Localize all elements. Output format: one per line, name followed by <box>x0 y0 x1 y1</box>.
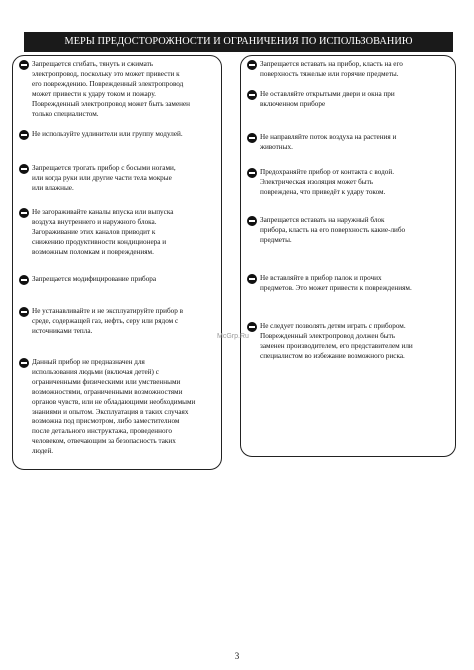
prohibition-icon <box>19 60 29 70</box>
prohibition-icon <box>247 133 257 143</box>
page-number: 3 <box>234 651 240 661</box>
prohibition-icon <box>19 208 29 218</box>
prohibition-icon <box>247 274 257 284</box>
watermark: McGrp.Ru <box>217 333 249 340</box>
prohibition-icon <box>247 168 257 178</box>
precaution-item: Запрещается сгибать, тянуть и сжимать электропровод, поскольку это может привести к его повреждению. Поврежденный электропровод может привести к удару током и пожару. Поврежденный электропровод может быть заменен только специалистом. <box>19 60 219 119</box>
precaution-item: Предохраняйте прибор от контакта с водой. Электрическая изоляция может быть повреждена, что приведёт к удару током. <box>247 168 452 198</box>
page-title: МЕРЫ ПРЕДОСТОРОЖНОСТИ И ОГРАНИЧЕНИЯ ПО ИСПОЛЬЗОВАНИЮ <box>24 32 453 52</box>
prohibition-icon <box>19 275 29 285</box>
right-precautions-column <box>240 55 456 457</box>
precaution-item: Не следует позволять детям играть с прибором. Поврежденный электропровод должен быть заменен производителем, его представителем или специалистом во избежание возможного риска. <box>247 322 452 362</box>
precaution-item: Не направляйте поток воздуха на растения и животных. <box>247 133 452 153</box>
precaution-item: Запрещается вставать на наружный блок прибора, класть на его поверхность какие-либо предметы. <box>247 216 452 246</box>
prohibition-icon <box>19 130 29 140</box>
prohibition-icon <box>247 216 257 226</box>
precaution-item: Запрещается вставать на прибор, класть на его поверхность тяжелые или горячие предметы. <box>247 60 452 80</box>
precaution-item: Не используйте удлинители или группу модулей. <box>19 130 219 140</box>
prohibition-icon <box>19 307 29 317</box>
prohibition-icon <box>19 164 29 174</box>
precaution-item: Запрещается модифицирование прибора <box>19 275 219 285</box>
left-precautions-column <box>12 55 222 470</box>
prohibition-icon <box>247 60 257 70</box>
precaution-item: Не загораживайте каналы впуска или выпуска воздуха внутреннего и наружного блока. Загораживание этих каналов приводит к снижению продуктивности кондиционера и возможным поломкам и повреждениям. <box>19 208 219 258</box>
precaution-item: Не оставляйте открытыми двери и окна при включенном приборе <box>247 90 452 110</box>
prohibition-icon <box>247 90 257 100</box>
precaution-item: Данный прибор не предназначен для использования людьми (включая детей) с ограниченными физическими или умственными возможностями, ограниченными возможностями органов чувств, или не обладающими необходимыми знаниями и опытом. Эксплуатация в таких случаях возможна под присмотром, либо заместителном после детального инструктажа, проведенного человеком, отвечающим за безопасность таких людей. <box>19 358 219 457</box>
precaution-item: Не устанавливайте и не эксплуатируйте прибор в среде, содержащей газ, нефть, серу или рядом с источниками тепла. <box>19 307 219 337</box>
precaution-item: Запрещается трогать прибор с босыми ногами, или когда руки или другие части тела мокрые или влажные. <box>19 164 219 194</box>
precaution-item: Не вставляйте в прибор палок и прочих предметов. Это может привести к повреждениям. <box>247 274 452 294</box>
prohibition-icon <box>19 358 29 368</box>
prohibition-icon <box>247 322 257 332</box>
